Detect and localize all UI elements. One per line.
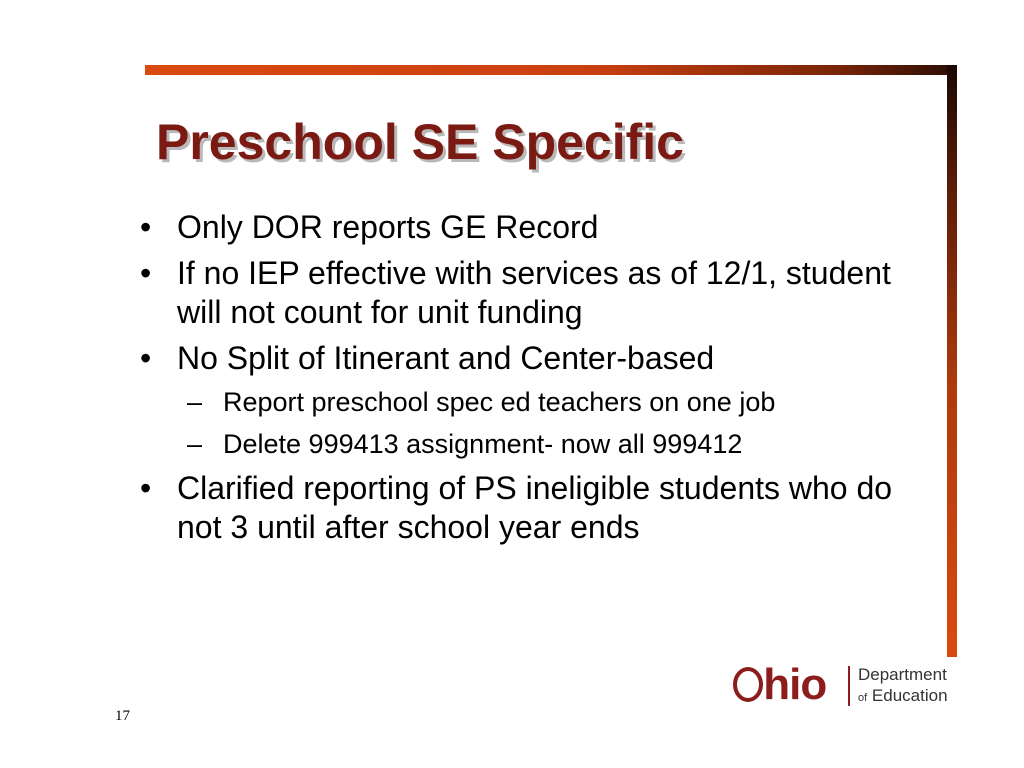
- bullet-text: No Split of Itinerant and Center-based: [177, 340, 715, 376]
- bullet-text: Clarified reporting of PS ineligible students who do not 3 until after school year ends: [177, 470, 893, 545]
- side-accent-bar: [947, 65, 957, 657]
- bullet-marker: •: [140, 255, 152, 291]
- sub-bullet-text: Delete 999413 assignment- now all 999412: [223, 429, 743, 459]
- logo-divider: [848, 666, 850, 706]
- bullet-marker: •: [140, 470, 152, 506]
- ohio-o-ring-icon: [733, 667, 763, 702]
- bullet-list: [140, 208, 930, 554]
- page-number: 17: [115, 708, 130, 724]
- sub-bullet-marker: –: [187, 429, 203, 459]
- education-line: [858, 685, 948, 709]
- ohio-education-logo: [730, 660, 960, 710]
- slide-title: Preschool SE Specific: [156, 114, 684, 170]
- sub-bullet-text: Report preschool spec ed teachers on one job: [223, 387, 776, 417]
- bullet-item: [140, 208, 930, 247]
- department-line: Department: [858, 665, 947, 684]
- bullet-marker: •: [140, 209, 152, 245]
- sub-bullet-item: [140, 427, 930, 461]
- top-accent-bar: [145, 65, 957, 75]
- ohio-letters: hio: [763, 660, 827, 709]
- sub-bullet-marker: –: [187, 387, 203, 417]
- bullet-item: [140, 339, 930, 378]
- of-word: of: [858, 692, 868, 704]
- bullet-item: [140, 254, 930, 332]
- bullet-marker: •: [140, 340, 152, 376]
- bullet-item: [140, 469, 930, 547]
- education-word: Education: [871, 686, 948, 705]
- bullet-text: Only DOR reports GE Record: [177, 209, 599, 245]
- sub-bullet-item: [140, 385, 930, 419]
- bullet-text: If no IEP effective with services as of 12/1, student will not count for unit funding: [177, 255, 891, 330]
- department-label: [858, 664, 948, 709]
